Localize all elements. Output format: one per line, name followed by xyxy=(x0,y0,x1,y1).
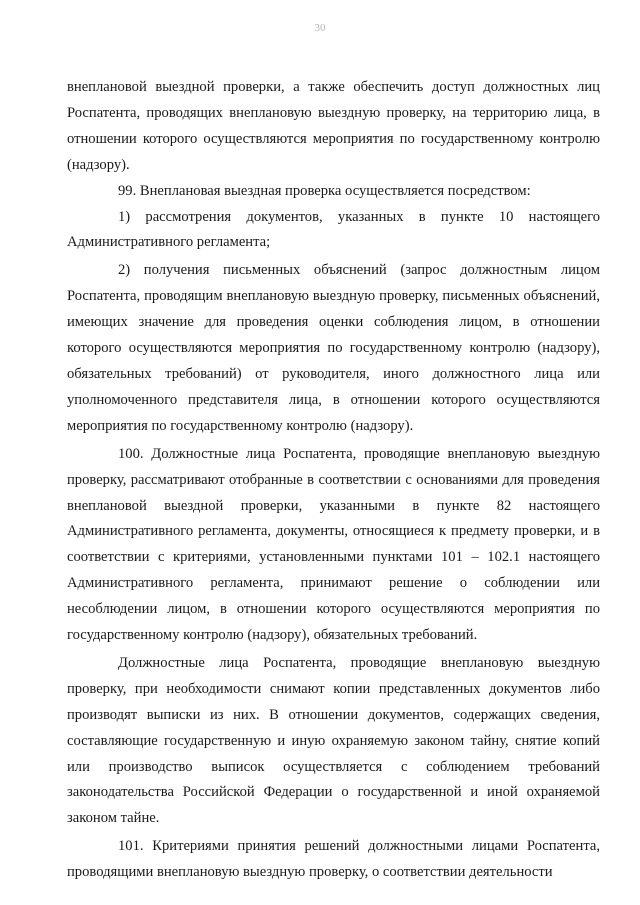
paragraph-item-99-1: 1) рассмотрения документов, указанных в пункте 10 настоящего Административного регламента; xyxy=(67,208,600,251)
paragraph-continuation: внеплановой выездной проверки, а также обеспечить доступ должностных лиц Роспатента, проводящих внеплановую выездную проверку, на территорию лица, в отношении которого осуществляются мероприятия по государственному контролю (надзору). xyxy=(67,79,600,173)
paragraph-item-101: 101. Критериями принятия решений должностными лицами Роспатента, проводящими внеплановую выездную проверку, о соответствии деятельности xyxy=(67,838,600,881)
paragraph-item-99-2: 2) получения письменных объяснений (запрос должностным лицом Роспатента, проводящим внеплановую выездную проверку, письменных объяснений, имеющих значение для проведения оценки соблюдения лицом, в отношении которого осуществляются мероприятия по государственному контролю (надзору), обязательных требований) от руководителя, иного должностного лица или уполномоченного представителя лица, в отношении которого осуществляются мероприятия по государственному контролю (надзору). xyxy=(67,262,600,434)
document-body xyxy=(67,75,600,886)
page-number: 30 xyxy=(314,22,326,34)
paragraph-item-99: 99. Внеплановая выездная проверка осуществляется посредством: xyxy=(118,182,531,199)
paragraph-item-100: 100. Должностные лица Роспатента, проводящие внеплановую выездную проверку, рассматривают отобранные в соответствии с основаниями для проведения внеплановой выездной проверки, указанными в пункте 82 настоящего Административного регламента, документы, относящиеся к предмету проверки, и в соответствии с критериями, установленными пунктами 101 – 102.1 настоящего Административного регламента, принимают решение о соблюдении или несоблюдении лицом, в отношении которого осуществляются мероприятия по государственному контролю (надзору), обязательных требований. xyxy=(67,445,600,644)
paragraph-item-100-copies: Должностные лица Роспатента, проводящие внеплановую выездную проверку, при необходимости снимают копии представленных документов либо производят выписки из них. В отношении документов, содержащих сведения, составляющие государственную и иную охраняемую законом тайну, снятие копий или производство выписок осуществляется с соблюдением требований законодательства Российской Федерации о государственной и иной охраняемой законом тайне. xyxy=(67,654,600,827)
